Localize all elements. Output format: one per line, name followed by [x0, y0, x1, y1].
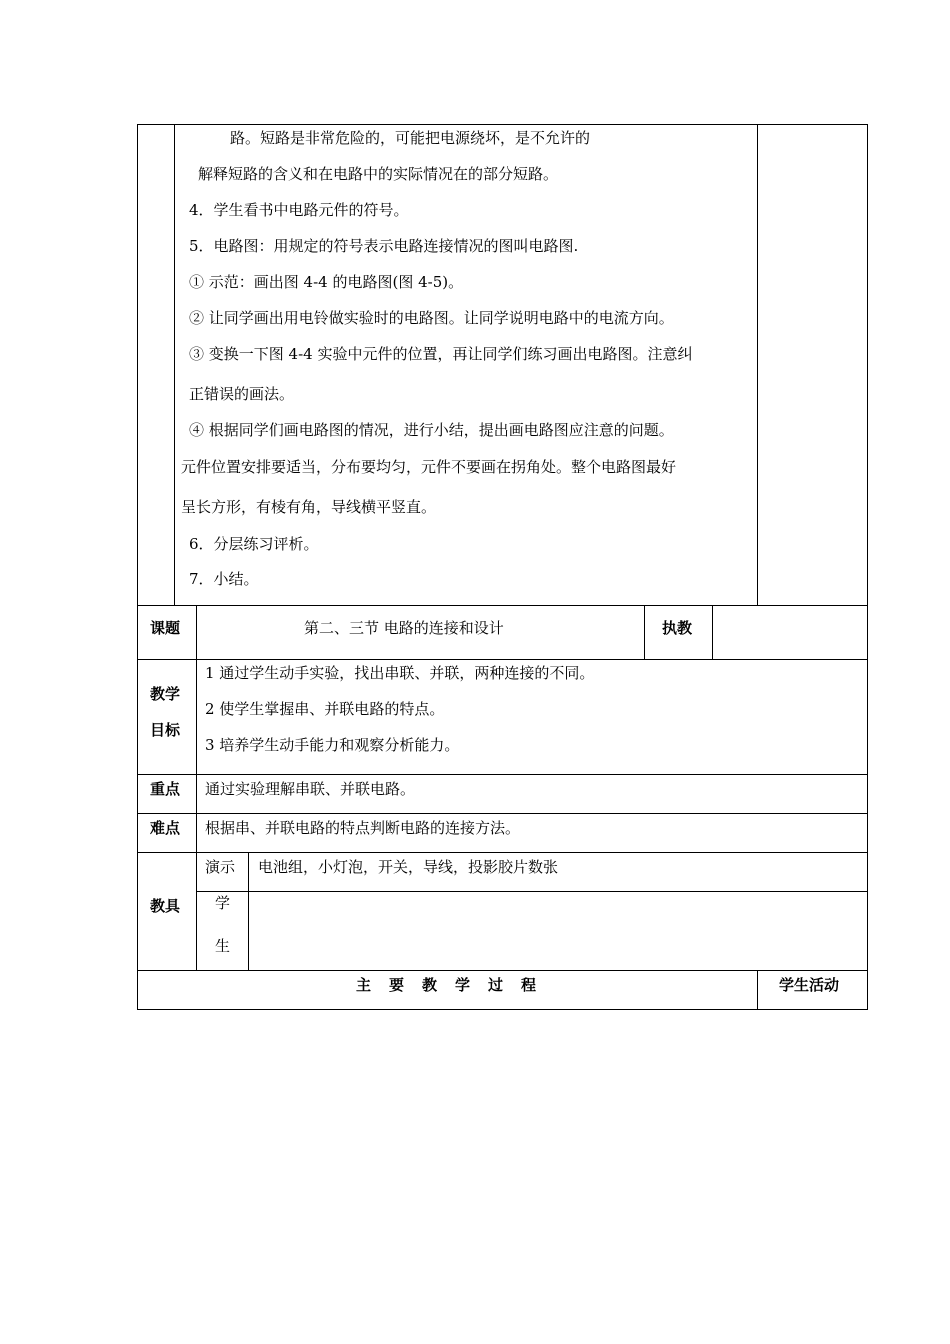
keypoint-text: 通过实验理解串联、并联电路。 [205, 780, 416, 798]
topic-label: 课题 [150, 619, 181, 637]
process-activity-divider [757, 970, 758, 1010]
difficulty-text: 根据串、并联电路的特点判断电路的连接方法。 [205, 819, 521, 837]
content-line-5: ① 示范：画出图 4-4 的电路图(图 4-5)。 [189, 273, 464, 291]
objective-item-3: 3 培养学生动手能力和观察分析能力。 [205, 736, 460, 754]
content-line-13: 7．小结。 [189, 570, 259, 588]
content-line-8: 正错误的画法。 [189, 385, 295, 403]
equipment-label: 教具 [150, 897, 181, 915]
content-line-2: 解释短路的含义和在电路中的实际情况在的部分短路。 [198, 165, 559, 183]
content-line-3: 4．学生看书中电路元件的符号。 [189, 201, 409, 219]
row-divider-objectives [137, 774, 868, 775]
label-col-divider [196, 605, 197, 970]
top-right-col-divider [757, 124, 758, 606]
content-line-7: ③ 变换一下图 4-4 实验中元件的位置，再让同学们练习画出电路图。注意纠 [189, 345, 693, 363]
equipment-student-label-line1: 学 [215, 894, 231, 912]
objective-item-1: 1 通过学生动手实验，找出串联、并联，两种连接的不同。 [205, 664, 595, 682]
topic-title: 第二、三节 电路的连接和设计 [304, 619, 504, 637]
top-left-col-divider [174, 124, 175, 606]
difficulty-label: 难点 [150, 819, 181, 837]
row-divider-difficulty [137, 852, 868, 853]
equipment-student-label-line2: 生 [215, 937, 231, 955]
equipment-demo-label: 演示 [205, 858, 236, 876]
content-line-12: 6．分层练习评析。 [189, 535, 319, 553]
topic-teacher-divider-2 [712, 605, 713, 659]
content-line-11: 呈长方形，有棱有角，导线横平竖直。 [181, 498, 437, 516]
content-line-4: 5．电路图：用规定的符号表示电路连接情况的图叫电路图. [189, 237, 579, 255]
content-line-10: 元件位置安排要适当，分布要均匀，元件不要画在拐角处。整个电路图最好 [181, 458, 677, 476]
keypoint-label: 重点 [150, 780, 181, 798]
row-divider-equipment [137, 970, 868, 971]
content-line-6: ② 让同学画出用电铃做实验时的电路图。让同学说明电路中的电流方向。 [189, 309, 674, 327]
equipment-sublabel-divider [248, 852, 249, 970]
content-line-1: 路。短路是非常危险的，可能把电源绕坏，是不允许的 [230, 129, 591, 147]
process-activity-header: 学生活动 [779, 976, 840, 994]
row-divider-equipment-inner [196, 891, 868, 892]
process-main-header: 主要教学过程 [356, 976, 555, 994]
objective-item-2: 2 使学生掌握串、并联电路的特点。 [205, 700, 445, 718]
objectives-label-line1: 教学 [150, 685, 181, 703]
equipment-demo-text: 电池组，小灯泡，开关，导线，投影胶片数张 [258, 858, 559, 876]
row-divider-topic [137, 659, 868, 660]
objectives-label-line2: 目标 [150, 721, 181, 739]
row-divider-keypoint [137, 813, 868, 814]
teacher-label: 执教 [662, 619, 693, 637]
topic-teacher-divider-1 [644, 605, 645, 659]
content-line-9: ④ 根据同学们画电路图的情况，进行小结，提出画电路图应注意的问题。 [189, 421, 674, 439]
